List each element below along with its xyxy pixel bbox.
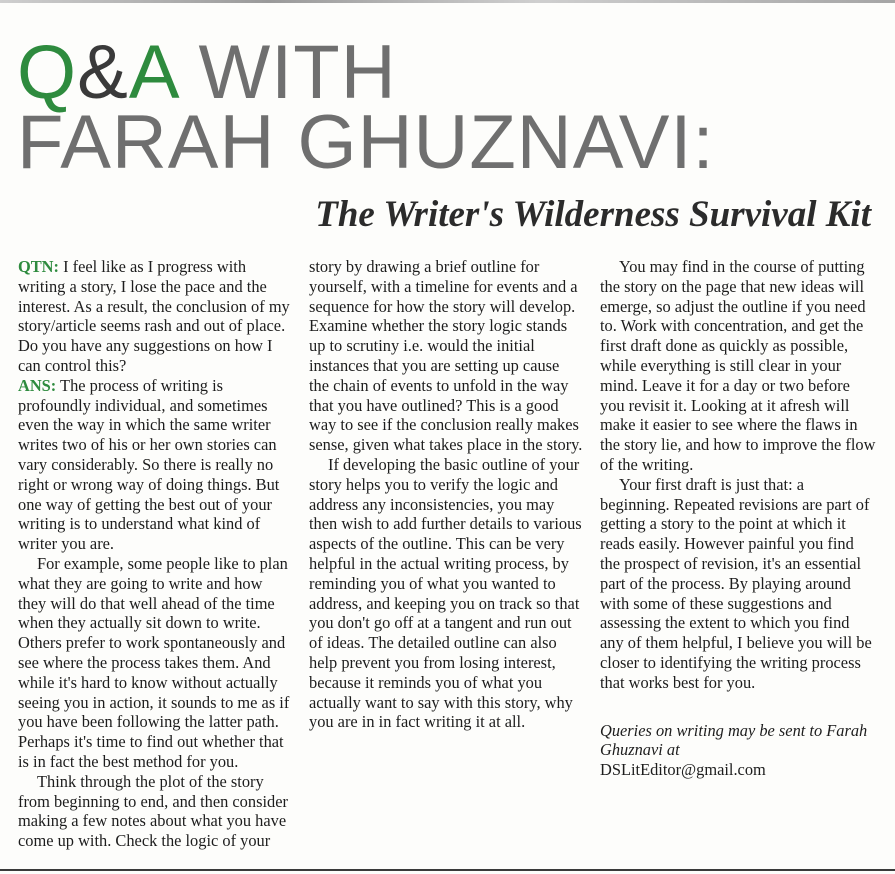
bottom-rule	[0, 869, 895, 871]
title-q: Q	[17, 30, 78, 115]
ans-text: The process of writing is profoundly individual, and sometimes even the way in which the same writer writes two of his or her own stories can vary considerably. So there is really no right or wrong way of doing things. But one way of getting the best out of your writing is to understand what kind of writer you are.	[18, 375, 280, 554]
paragraph-3: Think through the plot of the story from beginning to end, and then consider making a few notes about what you have come up with. Check the logic of your	[18, 771, 288, 851]
title-ampersand: &	[77, 30, 129, 115]
title-name: FARAH GHUZNAVI:	[17, 100, 715, 185]
page-title	[17, 30, 887, 185]
column-2	[309, 257, 583, 869]
paragraph-5: You may find in the course of putting the story on the page that new ideas will emerge, so adjust the outline if you need to. Work with concentration, and get the first draft done as quickly as possible, while everything is still clear in your mind. Leave it for a day or two before you revisit it. Looking at it afresh will make it easier to see where the flaws in the story lie, and how to improve the flow of the writing.	[600, 257, 876, 474]
title-with: WITH	[176, 30, 397, 115]
queries-email: DSLitEditor@gmail.com	[600, 760, 766, 780]
paragraph-2: For example, some people like to plan what they are going to write and how they will do that well ahead of the time when they actually sit down to write. Others prefer to work spontaneously and see where the process takes them. And while it's hard to know without actually seeing you in action, it sounds to me as if you have been following the latter path. Perhaps it's time to find out whether that is in fact the best method for you.	[18, 553, 290, 771]
title-a: A	[128, 30, 177, 115]
qtn-text: I feel like as I progress with writing a story, I lose the pace and the interest. As a result, the conclusion of my story/article seems rash and out of place. Do you have any suggestions on how I can control this?	[18, 257, 290, 375]
column-3	[600, 257, 876, 869]
page-subtitle: The Writer's Wilderness Survival Kit	[315, 194, 871, 235]
qtn-label: QTN:	[18, 257, 59, 276]
column-1	[18, 257, 292, 869]
question-paragraph	[18, 257, 292, 376]
queries-note	[600, 721, 876, 780]
paragraph-4: If developing the basic outline of your story helps you to verify the logic and address any inconsistencies, you may then wish to add further details to various aspects of the outline. This can be very helpful in the actual writing process, by reminding you of what you wanted to address, and keeping you on track so that you don't go off at a tangent and run out of ideas. The detailed outline can also help prevent you from losing interest, because it reminds you of what you actually want to say with this story, why you are in in fact writing it at all.	[309, 454, 582, 732]
answer-paragraph	[18, 376, 292, 554]
top-rule	[0, 0, 895, 3]
paragraph-6: Your first draft is just that: a beginning. Repeated revisions are part of getting a story to the point at which it reads easily. However painful you find the prospect of revision, it's an essential part of the process. By playing around with some of these suggestions and assessing the extent to which you find any of them helpful, I believe you will be closer to identifying the writing process that works best for you.	[600, 474, 872, 692]
queries-text: Queries on writing may be sent to Farah Ghuznavi at	[600, 720, 868, 760]
paragraph-3-continued: story by drawing a brief outline for yourself, with a timeline for events and a sequence for how the story will develop. Examine whether the story logic stands up to scrutiny i.e. would the initial instances that you are setting up cause the chain of events to unfold in the way that you have outlined? This is a good way to see if the conclusion really makes sense, given what takes place in the story.	[309, 257, 583, 455]
ans-label: ANS:	[18, 375, 57, 395]
